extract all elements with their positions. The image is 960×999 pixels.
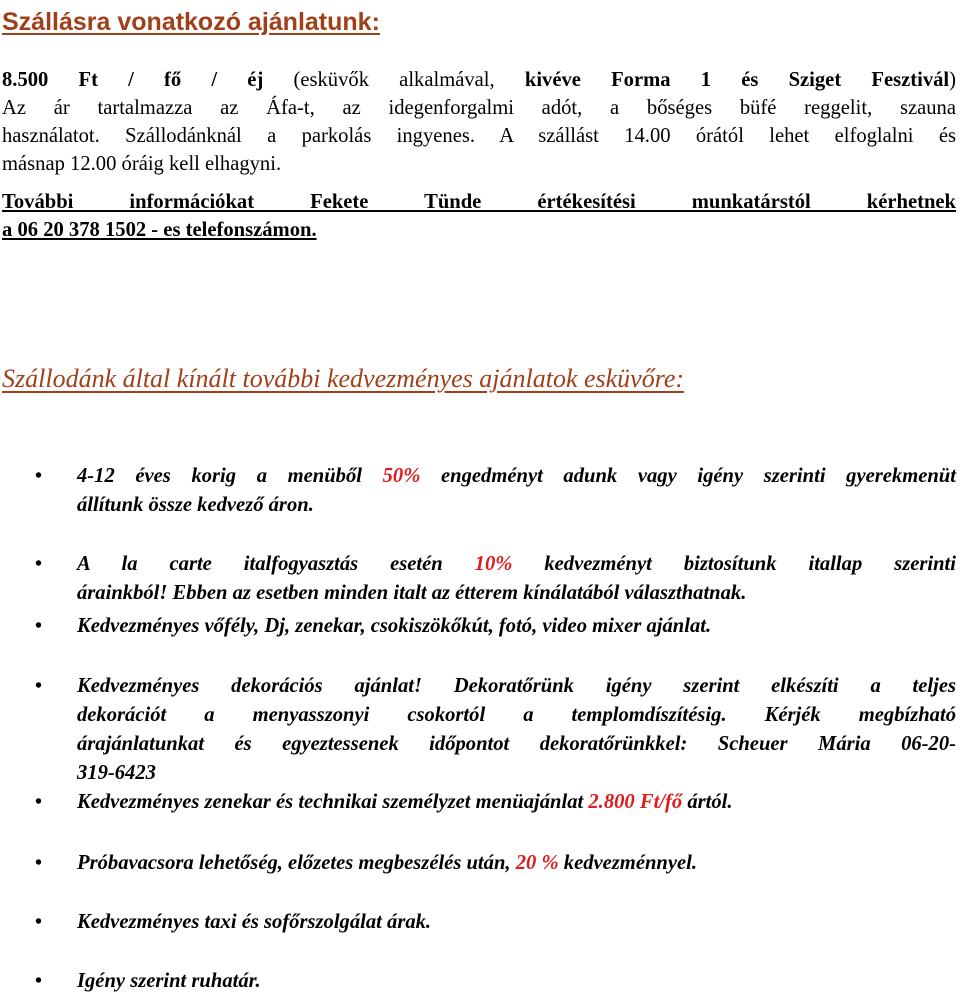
offer-text: A la carte italfogyasztás esetén bbox=[77, 553, 475, 575]
offer-text: dekorációt a menyasszonyi csokortól a templomdíszítésig. Kérjék megbízható bbox=[77, 704, 956, 726]
accommodation-heading: Szállásra vonatkozó ajánlatunk: bbox=[2, 8, 380, 36]
offer-trial-dinner bbox=[77, 849, 956, 878]
parking-line: használatot. Szállodánknál a parkolás ingyenes. A szállást 14.00 órától lehet elfoglalni és bbox=[2, 125, 956, 147]
accommodation-paragraph bbox=[2, 66, 956, 178]
offer-text: ártól. bbox=[682, 791, 733, 813]
checkout-line: másnap 12.00 óráig kell elhagyni. bbox=[2, 153, 282, 175]
phone-line: a 06 20 378 1502 - es telefonszámon. bbox=[2, 219, 317, 241]
offer-text: Kedvezményes zenekar és technikai személyzet menüajánlat bbox=[77, 791, 589, 813]
bullet-icon: • bbox=[35, 852, 43, 874]
contact-line: További információkat Fekete Tünde értékesítési munkatárstól kérhetnek bbox=[2, 191, 956, 213]
offer-band-menu bbox=[77, 788, 956, 817]
offer-text: Kedvezményes taxi és sofőrszolgálat árak. bbox=[77, 911, 432, 933]
offers-heading: Szállodánk által kínált további kedvezményes ajánlatok esküvőre: bbox=[2, 364, 685, 393]
offer-cloakroom bbox=[77, 967, 956, 996]
offer-text: engedményt adunk vagy igény szerinti gyerekmenüt bbox=[420, 465, 956, 487]
offer-drinks bbox=[77, 550, 956, 608]
offer-text: árainkból! Ebben az esetben minden italt az étterem kínálatából választhatnak. bbox=[77, 582, 747, 604]
price-line bbox=[2, 66, 956, 94]
discount-value: 50% bbox=[382, 465, 421, 487]
bullet-icon: • bbox=[35, 465, 43, 487]
bullet-icon: • bbox=[35, 675, 43, 697]
offer-text: Kedvezményes dekorációs ajánlat! Dekoratőrünk igény szerint elkészíti a teljes bbox=[77, 675, 956, 697]
bullet-icon: • bbox=[35, 911, 43, 933]
offer-taxi bbox=[77, 908, 956, 937]
bullet-icon: • bbox=[35, 615, 43, 637]
price-exception: kivéve Forma 1 és Sziget Fesztivál bbox=[524, 69, 950, 91]
includes-line: Az ár tartalmazza az Áfa-t, az idegenforgalmi adót, a bőséges büfé reggelit, szauna bbox=[2, 97, 956, 119]
price-note: (esküvők alkalmával, bbox=[263, 69, 525, 91]
price-value: 2.800 Ft/fő bbox=[588, 791, 683, 813]
offer-decoration bbox=[77, 672, 956, 788]
bullet-icon: • bbox=[35, 553, 43, 575]
price-note-end: ) bbox=[949, 69, 956, 91]
price-text: 8.500 Ft / fő / éj bbox=[2, 69, 264, 91]
offer-entertainment bbox=[77, 612, 956, 641]
offer-text: 319-6423 bbox=[77, 762, 156, 784]
offer-text: állítunk össze kedvező áron. bbox=[77, 494, 314, 516]
offer-child-menu bbox=[77, 462, 956, 520]
bullet-icon: • bbox=[35, 970, 43, 992]
discount-value: 10% bbox=[474, 553, 513, 575]
offer-text: Kedvezményes vőfély, Dj, zenekar, csokiszökőkút, fotó, video mixer ajánlat. bbox=[77, 615, 712, 637]
contact-info bbox=[2, 188, 956, 244]
offer-text: Igény szerint ruhatár. bbox=[77, 970, 261, 992]
offer-text: kedvezménnyel. bbox=[558, 852, 698, 874]
offer-text: Próbavacsora lehetőség, előzetes megbeszélés után, bbox=[77, 852, 516, 874]
offer-text: árajánlatunkat és egyeztessenek időpontot dekoratőrünkkel: Scheuer Mária 06-20- bbox=[77, 733, 956, 755]
discount-value: 20 % bbox=[515, 852, 559, 874]
offer-text: 4-12 éves korig a menüből bbox=[77, 465, 383, 487]
bullet-icon: • bbox=[35, 791, 43, 813]
offer-text: kedvezményt biztosítunk itallap szerinti bbox=[512, 553, 956, 575]
